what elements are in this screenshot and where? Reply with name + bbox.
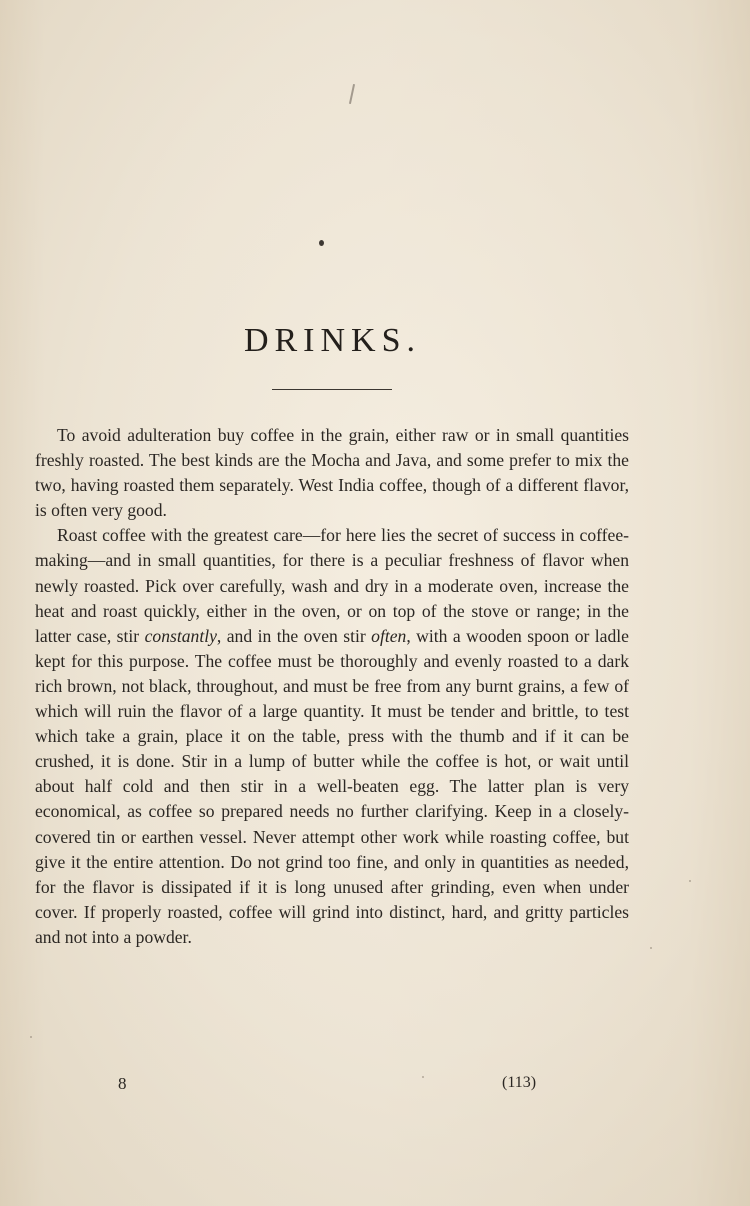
- paragraph-coffee-buying: To avoid adulteration buy coffee in the grain, either raw or in small quantities freshly roasted. The best kinds are the Mocha and Java, and some prefer to mix the two, having roasted them separately. West India coffee, though of a different flavor, is often very good.: [35, 425, 629, 521]
- paper-speck: [422, 1076, 424, 1078]
- paper-speck: [689, 880, 691, 882]
- emphasis: constantly: [144, 625, 217, 646]
- heading-rule: [272, 389, 392, 390]
- paper-speck: [30, 1036, 32, 1038]
- body-text: [35, 423, 629, 950]
- ornament-dot: [319, 240, 324, 246]
- chapter-heading: DRINKS.: [243, 322, 422, 359]
- emphasis: often: [371, 625, 407, 646]
- paragraph-coffee-roasting: Roast coffee with the greatest care—for here lies the secret of success in coffee-making—and in small quantities, for there is a peculiar freshness of flavor when newly roasted. Pick over carefully, wash and dry in a moderate oven, increase the heat and roast quickly, either in the oven, or on top of the stove or range; in the latter case, stir constantly, and in the oven stir often, with a wooden spoon or ladle kept for this purpose. The coffee must be thoroughly and evenly roasted to a dark rich brown, not black, throughout, and must be free from any burnt grains, a few of which will ruin the flavor of a large quantity. It must be tender and brittle, to test which take a grain, place it on the table, press with the thumb and if it can be crushed, it is done. Stir in a lump of butter while the coffee is hot, or wait until about half cold and then stir in a well-beaten egg. The latter plan is very economical, as coffee so prepared needs no further clarifying. Keep in a closely-covered tin or earthen vessel. Never attempt other work while roasting coffee, but give it the entire attention. Do not grind too fine, and only in quantities as needed, for the flavor is dissipated if it is long unused after grinding, even when under cover. If properly roasted, coffee will grind into distinct, hard, and gritty particles and not into a powder.: [35, 525, 629, 947]
- pencil-mark: [349, 84, 355, 104]
- paper-speck: [650, 947, 652, 949]
- signature-mark: 8: [118, 1074, 127, 1093]
- page-number: (113): [502, 1074, 537, 1091]
